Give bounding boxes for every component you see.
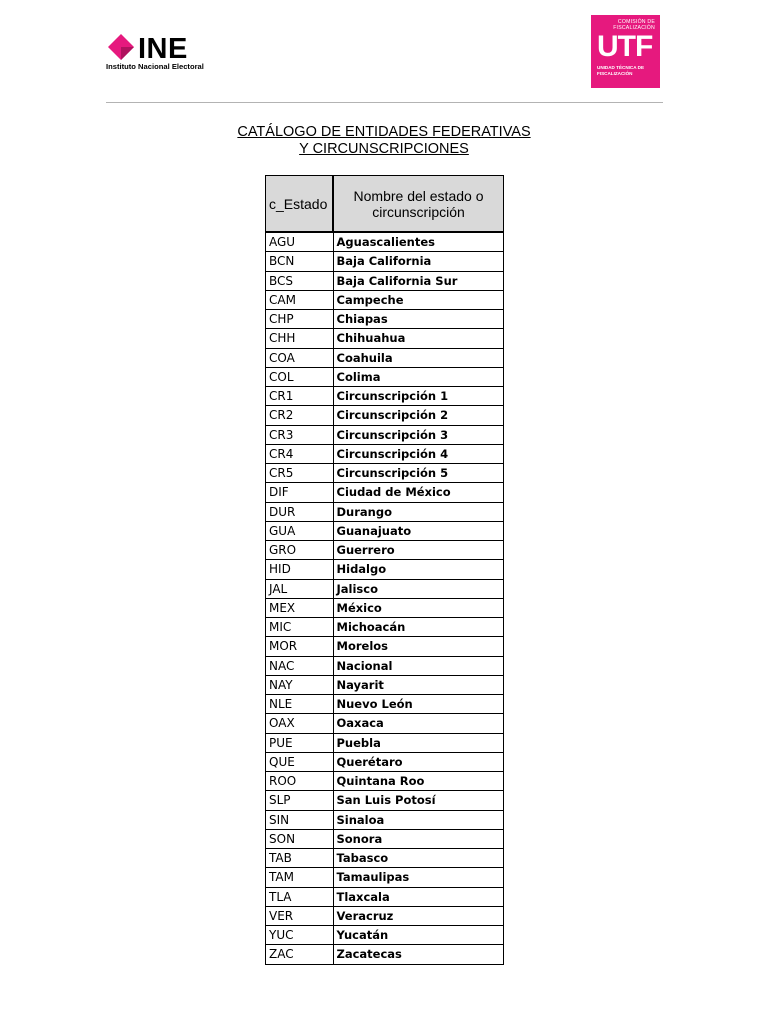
table-row — [266, 637, 504, 656]
state-name-cell: Colima — [333, 367, 504, 386]
state-code-cell: PUE — [266, 733, 334, 752]
table-row — [266, 829, 504, 848]
table-row — [266, 945, 504, 964]
state-code-cell: CR2 — [266, 406, 334, 425]
state-name-cell: Veracruz — [333, 906, 504, 925]
table-row — [266, 887, 504, 906]
state-code-cell: DIF — [266, 483, 334, 502]
table-row — [266, 772, 504, 791]
ine-logo — [106, 34, 210, 72]
state-name-cell: Circunscripción 2 — [333, 406, 504, 425]
table-row — [266, 252, 504, 271]
state-code-cell: ZAC — [266, 945, 334, 964]
state-name-cell: Michoacán — [333, 618, 504, 637]
state-code-cell: CR4 — [266, 444, 334, 463]
state-name-cell: Coahuila — [333, 348, 504, 367]
state-code-cell: NAY — [266, 675, 334, 694]
state-code-cell: MIC — [266, 618, 334, 637]
state-name-cell: Jalisco — [333, 579, 504, 598]
state-name-cell: Tamaulipas — [333, 868, 504, 887]
state-name-cell: Sonora — [333, 829, 504, 848]
table-row — [266, 560, 504, 579]
state-name-cell: Sinaloa — [333, 810, 504, 829]
state-name-cell: Baja California Sur — [333, 271, 504, 290]
state-name-cell: Guanajuato — [333, 521, 504, 540]
state-name-cell: Puebla — [333, 733, 504, 752]
state-code-cell: JAL — [266, 579, 334, 598]
state-code-cell: NAC — [266, 656, 334, 675]
state-code-cell: COA — [266, 348, 334, 367]
ine-diamond-icon — [106, 34, 136, 62]
column-header-code: c_Estado — [266, 176, 334, 233]
table-row — [266, 849, 504, 868]
state-name-cell: Quintana Roo — [333, 772, 504, 791]
table-row — [266, 579, 504, 598]
state-code-cell: GUA — [266, 521, 334, 540]
table-row — [266, 926, 504, 945]
title-line-1: CATÁLOGO DE ENTIDADES FEDERATIVAS — [237, 124, 531, 140]
state-name-cell: Tlaxcala — [333, 887, 504, 906]
state-name-cell: Querétaro — [333, 752, 504, 771]
state-name-cell: Nayarit — [333, 675, 504, 694]
state-code-cell: SIN — [266, 810, 334, 829]
table-row — [266, 406, 504, 425]
state-code-cell: BCN — [266, 252, 334, 271]
table-row — [266, 329, 504, 348]
state-code-cell: CR1 — [266, 387, 334, 406]
table-row — [266, 310, 504, 329]
state-name-cell: Nuevo León — [333, 695, 504, 714]
state-code-cell: TAM — [266, 868, 334, 887]
table-row — [266, 714, 504, 733]
state-code-cell: TLA — [266, 887, 334, 906]
table-row — [266, 502, 504, 521]
state-code-cell: OAX — [266, 714, 334, 733]
table-row — [266, 810, 504, 829]
state-code-cell: BCS — [266, 271, 334, 290]
table-row — [266, 521, 504, 540]
table-row — [266, 791, 504, 810]
state-name-cell: San Luis Potosí — [333, 791, 504, 810]
state-code-cell: CHH — [266, 329, 334, 348]
ine-logo-text: INE — [138, 33, 188, 65]
table-row — [266, 675, 504, 694]
table-row — [266, 367, 504, 386]
utf-logo — [591, 15, 660, 88]
state-code-cell: HID — [266, 560, 334, 579]
state-code-cell: ROO — [266, 772, 334, 791]
state-code-cell: COL — [266, 367, 334, 386]
state-code-cell: MEX — [266, 598, 334, 617]
table-row — [266, 906, 504, 925]
table-row — [266, 232, 504, 252]
table-row — [266, 868, 504, 887]
utf-logo-bottom: UNIDAD TÉCNICA DE FISCALIZACIÓN — [597, 65, 645, 76]
column-header-name: Nombre del estado o circunscripción — [333, 176, 504, 233]
table-header-row — [266, 176, 504, 233]
state-name-cell: Chihuahua — [333, 329, 504, 348]
state-code-cell: YUC — [266, 926, 334, 945]
state-name-cell: Ciudad de México — [333, 483, 504, 502]
table-row — [266, 425, 504, 444]
table-row — [266, 387, 504, 406]
state-name-cell: Yucatán — [333, 926, 504, 945]
state-name-cell: Campeche — [333, 290, 504, 309]
table-row — [266, 618, 504, 637]
table-row — [266, 541, 504, 560]
table-row — [266, 695, 504, 714]
state-name-cell: México — [333, 598, 504, 617]
state-code-cell: VER — [266, 906, 334, 925]
state-name-cell: Nacional — [333, 656, 504, 675]
state-name-cell: Circunscripción 4 — [333, 444, 504, 463]
state-code-cell: GRO — [266, 541, 334, 560]
page-title — [0, 124, 768, 158]
utf-logo-text: UTF — [597, 30, 653, 63]
state-name-cell: Circunscripción 1 — [333, 387, 504, 406]
state-code-cell: QUE — [266, 752, 334, 771]
catalog-table — [265, 175, 504, 965]
table-row — [266, 464, 504, 483]
utf-logo-top: COMISIÓN DE FISCALIZACIÓN — [613, 19, 655, 31]
state-name-cell: Circunscripción 5 — [333, 464, 504, 483]
table-row — [266, 752, 504, 771]
table-row — [266, 598, 504, 617]
state-code-cell: CAM — [266, 290, 334, 309]
table-row — [266, 271, 504, 290]
state-code-cell: SON — [266, 829, 334, 848]
state-code-cell: CR3 — [266, 425, 334, 444]
state-name-cell: Tabasco — [333, 849, 504, 868]
state-code-cell: NLE — [266, 695, 334, 714]
state-code-cell: MOR — [266, 637, 334, 656]
state-name-cell: Oaxaca — [333, 714, 504, 733]
state-name-cell: Circunscripción 3 — [333, 425, 504, 444]
table-row — [266, 656, 504, 675]
table-row — [266, 733, 504, 752]
state-name-cell: Chiapas — [333, 310, 504, 329]
state-name-cell: Baja California — [333, 252, 504, 271]
table-row — [266, 483, 504, 502]
header-divider — [106, 102, 663, 103]
state-name-cell: Aguascalientes — [333, 232, 504, 252]
state-code-cell: TAB — [266, 849, 334, 868]
state-name-cell: Durango — [333, 502, 504, 521]
title-line-2: Y CIRCUNSCRIPCIONES — [299, 141, 469, 157]
state-code-cell: DUR — [266, 502, 334, 521]
table-row — [266, 444, 504, 463]
state-code-cell: CR5 — [266, 464, 334, 483]
table-body — [266, 232, 504, 964]
state-name-cell: Zacatecas — [333, 945, 504, 964]
state-name-cell: Guerrero — [333, 541, 504, 560]
state-name-cell: Hidalgo — [333, 560, 504, 579]
ine-logo-subtitle: Instituto Nacional Electoral — [106, 62, 204, 71]
table-row — [266, 290, 504, 309]
state-code-cell: AGU — [266, 232, 334, 252]
state-name-cell: Morelos — [333, 637, 504, 656]
state-code-cell: SLP — [266, 791, 334, 810]
table-row — [266, 348, 504, 367]
state-code-cell: CHP — [266, 310, 334, 329]
